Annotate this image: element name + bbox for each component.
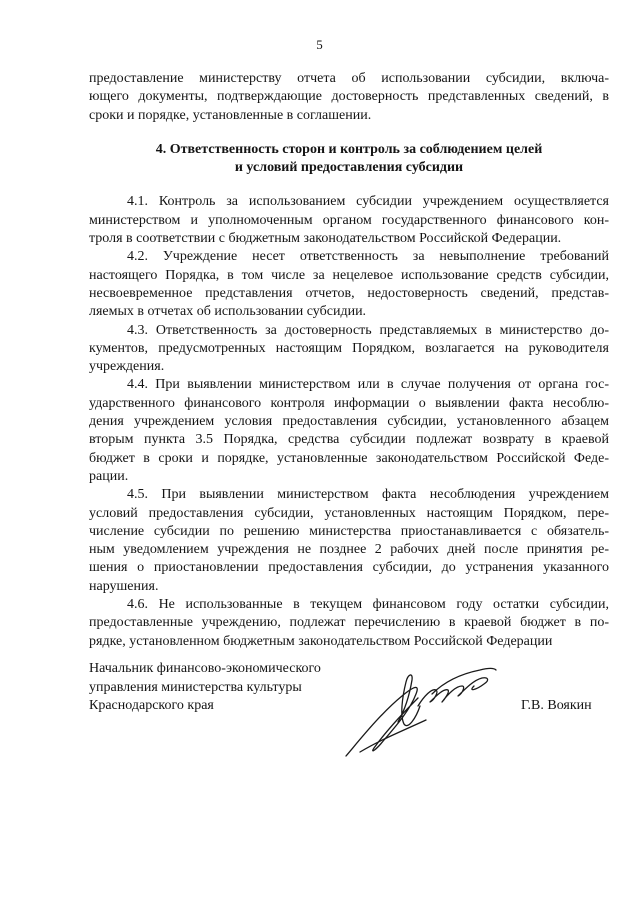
section-heading — [89, 141, 609, 178]
text-line: рации. — [89, 468, 129, 484]
text-line: 4.6. Не использованные в текущем финансовом году остатки субсидии, — [127, 597, 609, 613]
heading-line: 4. Ответственность сторон и контроль за соблюдением целей — [155, 141, 543, 157]
text-line: 4.2. Учреждение несет ответственность за невыполнение требований — [127, 249, 609, 265]
paragraph-4-2 — [89, 248, 609, 321]
text-line: нарушения. — [89, 578, 159, 594]
text-line: условий предоставления субсидии, установленных настоящим Порядком, пере- — [89, 505, 609, 521]
text-line: ющего документы, подтверждающие достоверность представленных сведений, в — [89, 89, 609, 105]
text-line: министерством и уполномоченным органом государственного финансового кон- — [89, 212, 609, 228]
paragraph-4-5 — [89, 486, 609, 596]
text-line: бюджет в сроки и порядке, установленные законодательством Российской Феде- — [89, 450, 609, 466]
paragraph-4-4 — [89, 376, 609, 486]
page-number: 5 — [316, 37, 323, 52]
signatory-position — [89, 660, 321, 716]
text-line: рядке, установленном бюджетным законодательством Российской Федерации — [89, 633, 553, 649]
handwritten-signature — [340, 662, 500, 762]
text-line: несвоевременное представления отчетов, недостоверность сведений, представ- — [89, 285, 609, 301]
paragraph-4-3 — [89, 322, 609, 377]
text-line: ударственного финансового контроля информации о выявлении факта несоблю- — [89, 395, 609, 411]
text-line: числение субсидии по решению министерства приостанавливается с обязатель- — [89, 523, 609, 539]
text-line: шения о приостановлении предоставления субсидии, до устранения указанного — [89, 560, 609, 576]
text-line: сроки и порядке, установленные в соглашении. — [89, 107, 372, 123]
text-line: 4.5. При выявлении министерством факта несоблюдения учреждением — [127, 487, 609, 503]
text-line: ляемых в отчетах об использовании субсидии. — [89, 304, 367, 320]
document-body — [89, 70, 609, 651]
paragraph-4-1 — [89, 193, 609, 248]
text-line: предоставленные учреждению, подлежат перечислению в краевой бюджет в по- — [89, 615, 609, 631]
heading-line: и условий предоставления субсидии — [234, 160, 464, 176]
text-line: 4.3. Ответственность за достоверность представляемых в министерство до- — [127, 322, 609, 338]
position-line: Краснодарского края — [89, 698, 214, 713]
position-line: Начальник финансово-экономического — [89, 661, 321, 676]
position-line: управления министерства культуры — [89, 679, 302, 695]
text-line: дения учреждением условия предоставления субсидии, установленного абзацем — [89, 414, 609, 430]
paragraph-4-6 — [89, 596, 609, 651]
text-line: вторым пункта 3.5 Порядка, средства субсидии подлежат возврату в краевой — [89, 432, 609, 448]
text-line: 4.4. При выявлении министерством или в случае получения от органа гос- — [127, 377, 609, 393]
text-line: учреждения. — [89, 359, 165, 375]
text-line: ным уведомлением учреждения не позднее 2 рабочих дней после принятия ре- — [89, 542, 609, 558]
signature-strokes — [346, 669, 496, 757]
text-line: предоставление министерству отчета об использовании субсидии, включа- — [89, 71, 609, 86]
text-line: кументов, предусмотренных настоящим Порядком, возлагается на руководителя — [89, 340, 609, 356]
intro-paragraph — [89, 70, 609, 125]
text-line: троля в соответствии с бюджетным законодательством Российской Федерации. — [89, 231, 562, 247]
text-line: настоящего Порядка, в том числе за нецелевое использование средств субсидии, — [89, 267, 609, 283]
signatory-name: Г.В. Воякин — [521, 698, 592, 713]
text-line: 4.1. Контроль за использованием субсидии учреждением осуществляется — [127, 194, 609, 210]
